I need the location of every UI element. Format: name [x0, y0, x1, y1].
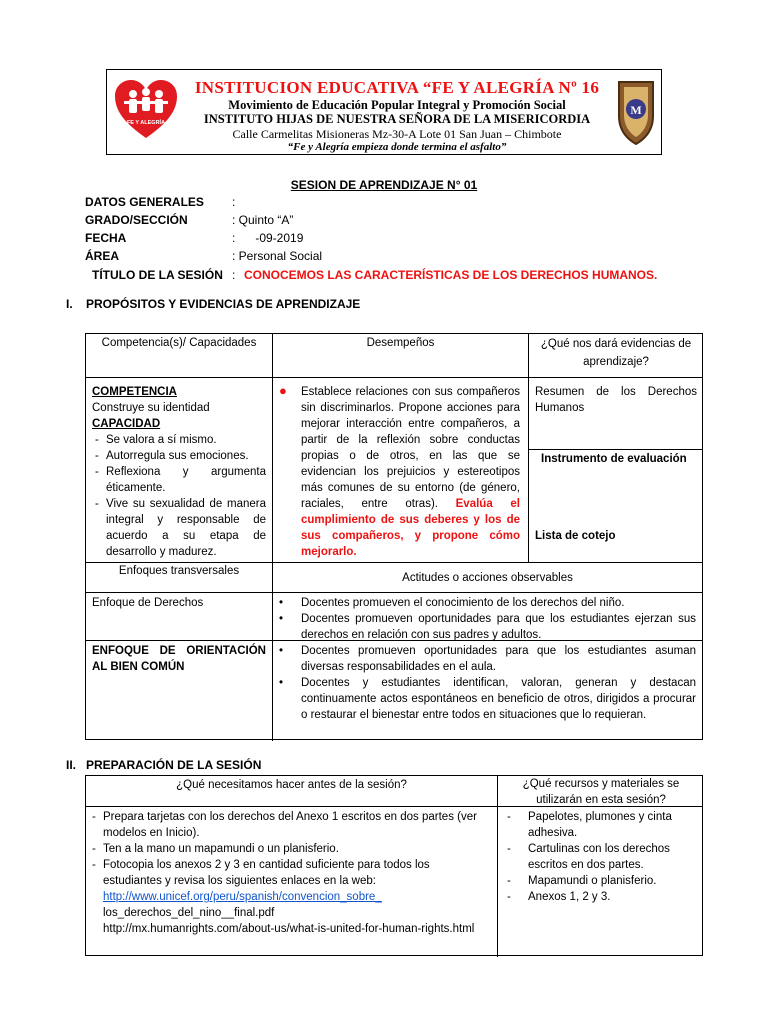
unicef-link[interactable]: http://www.unicef.org/peru/spanish/convencion_sobre_	[103, 891, 382, 903]
preparacion-table	[85, 775, 703, 956]
actitud-item: • Docentes y estudiantes identifican, valoran, generan y destacan continuamente actos espontáneos en beneficio de otros, dirigidos a procurar o restaurar el bienestar entre todos en situaciones que lo requieran.	[273, 675, 696, 723]
capacidad-item: - Vive su sexualidad de manera integral y responsable de acuerdo a su etapa de desarrollo y madurez.	[92, 496, 266, 560]
capacidad-item: - Se valora a sí mismo.	[92, 432, 266, 448]
antes-item: - Ten a la mano un mapamundi o un planisferio.	[89, 841, 489, 857]
enfoque-derechos: Enfoque de Derechos	[92, 597, 204, 609]
session-topic: CONOCEMOS LAS CARACTERÍSTICAS DE LOS DERECHOS HUMANOS.	[244, 268, 658, 282]
header-desempenos: Desempeños	[366, 337, 435, 349]
antes-item	[89, 857, 489, 937]
header-line-institute: INSTITUTO HIJAS DE NUESTRA SEÑORA DE LA MISERICORDIA	[203, 112, 591, 126]
recurso-item: - Anexos 1, 2 y 3.	[504, 889, 696, 905]
red-bullet-icon: ●	[279, 383, 287, 398]
datos-value: : -09-2019	[232, 231, 304, 245]
header-competencias: Competencia(s)/ Capacidades	[101, 337, 257, 349]
header-antes: ¿Qué necesitamos hacer antes de la sesión?	[176, 779, 407, 791]
enfoque-bien-comun: ENFOQUE DE ORIENTACIÓN AL BIEN COMÚN	[92, 645, 266, 673]
propositos-table	[85, 333, 703, 740]
datos-label: GRADO/SECCIÓN	[85, 213, 188, 227]
enfoque-derechos-items	[273, 595, 696, 643]
section-heading	[66, 758, 261, 772]
evidencia-cell: Resumen de los Derechos Humanos	[535, 386, 697, 414]
datos-colon: :	[232, 268, 236, 282]
competencia-label: COMPETENCIA	[92, 386, 177, 398]
recursos-cell	[504, 809, 696, 905]
header-line-address: Calle Carmelitas Misioneras Mz-30-A Lote 01 San Juan – Chimbote	[232, 127, 562, 141]
datos-label: FECHA	[85, 231, 127, 245]
section-heading	[66, 297, 360, 311]
institution-title: INSTITUCION EDUCATIVA “FE Y ALEGRÍA Nº 16	[194, 78, 600, 97]
actitud-item: • Docentes promueven oportunidades para que los estudiantes ejerzan sus derechos en relación con sus padres y adultos.	[273, 611, 696, 643]
datos-value: : Personal Social	[232, 249, 323, 263]
section-number: II.	[66, 758, 77, 772]
enfoques-label: Enfoques transversales	[118, 565, 240, 577]
session-title: SESION DE APRENDIZAJE N° 01	[290, 178, 478, 192]
recurso-item: - Mapamundi o planisferio.	[504, 873, 696, 889]
logo-left-text: FE Y ALEGRÍA	[126, 120, 166, 126]
section-number: I.	[66, 297, 73, 311]
unicef-link-cont: los_derechos_del_nino__final.pdf	[103, 907, 275, 919]
capacidad-label: CAPACIDAD	[92, 418, 161, 430]
datos-value: : Quinto “A”	[232, 213, 294, 227]
recurso-item: - Cartulinas con los derechos escritos en dos partes.	[504, 841, 696, 873]
desempeno-text-red: Evalúa el cumplimiento de sus deberes y los de sus compañeros, y propone cómo mejorarlo.	[301, 498, 520, 558]
competencia-name: Construye su identidad	[92, 402, 210, 414]
antes-item-text: Fotocopia los anexos 2 y 3 en cantidad suficiente para todos los estudiantes y revisa los siguientes enlaces en la web:	[103, 859, 430, 887]
header-motto: “Fe y Alegría empieza donde termina el asfalto”	[287, 141, 507, 153]
header-recursos: ¿Qué recursos y materiales se utilizarán en esta sesión?	[522, 778, 680, 806]
datos-label: DATOS GENERALES	[85, 195, 204, 209]
datos-label: TÍTULO DE LA SESIÓN	[92, 268, 223, 282]
desempeno-text: Establece relaciones con sus compañeros sin discriminarlos. Propone acciones para mejorar interacción entre compañeros, a partir de la reflexión sobre conductas propias o de otros, en las que se evidencian los prejuicios y estereotipos más comunes de su entorno (de género, raciales, entre otras).	[301, 386, 520, 510]
header-box	[106, 69, 662, 155]
header-evidencias: ¿Qué nos dará evidencias de aprendizaje?	[540, 338, 692, 368]
section-title: PROPÓSITOS Y EVIDENCIAS DE APRENDIZAJE	[86, 297, 361, 311]
instrumento-value: Lista de cotejo	[535, 530, 616, 542]
recurso-item: - Papelotes, plumones y cinta adhesiva.	[504, 809, 696, 841]
humanrights-link[interactable]: http://mx.humanrights.com/about-us/what-is-united-for-human-rights.html	[103, 923, 475, 935]
section-title: PREPARACIÓN DE LA SESIÓN	[86, 758, 262, 772]
instrumento-label: Instrumento de evaluación	[541, 453, 687, 465]
antes-item: - Prepara tarjetas con los derechos del Anexo 1 escritos en dos partes (ver modelos en Inicio).	[89, 809, 489, 841]
datos-label: ÁREA	[85, 249, 120, 263]
desempeno-cell	[279, 384, 520, 560]
header-line-movement: Movimiento de Educación Popular Integral y Promoción Social	[228, 98, 566, 112]
crest-letter: M	[630, 103, 642, 117]
antes-cell	[89, 809, 489, 937]
capacidad-item: - Reflexiona y argumenta éticamente.	[92, 464, 266, 496]
datos-value: :	[232, 195, 236, 209]
fe-y-alegria-logo	[113, 78, 179, 140]
actitud-item: • Docentes promueven oportunidades para que los estudiantes asuman diversas responsabilidades en el aula.	[273, 643, 696, 675]
actitudes-label: Actitudes o acciones observables	[402, 572, 573, 584]
competencias-cell	[92, 384, 266, 560]
capacidad-item: - Autorregula sus emociones.	[92, 448, 266, 464]
misericordia-crest-logo	[613, 76, 659, 148]
actitud-item: • Docentes promueven el conocimiento de los derechos del niño.	[273, 595, 696, 611]
enfoque-bien-comun-items	[273, 643, 696, 723]
